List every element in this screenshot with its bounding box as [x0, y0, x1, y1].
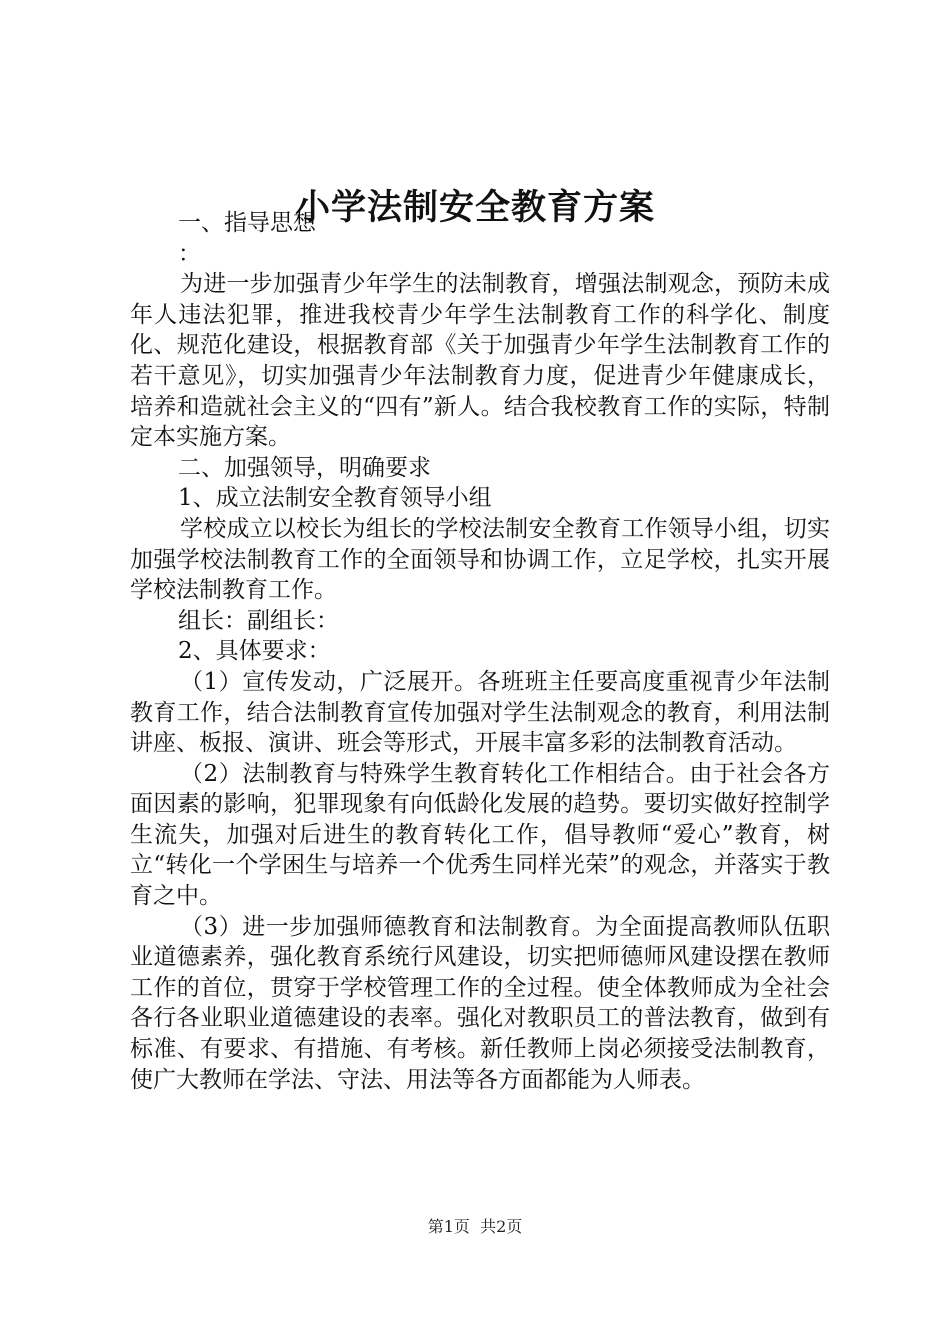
- subheading-leading-group: 1、成立法制安全教育领导小组: [178, 485, 492, 512]
- paragraph-leading-group: 学校成立以校长为组长的学校法制安全教育工作领导小组，切实加强学校法制教育工作的全面领导和协调工作，立足学校，扎实开展学校法制教育工作。: [130, 515, 830, 604]
- heading-guiding-ideology: 一、指导思想: [178, 210, 316, 236]
- document-body: [130, 208, 830, 1095]
- paragraph-requirement-1: （1）宣传发动，广泛展开。各班班主任要高度重视青少年法制教育工作，结合法制教育宣传加强对学生法制观念的教育，利用法制讲座、板报、演讲、班会等形式，开展丰富多彩的法制教育活动。: [130, 668, 830, 757]
- heading-leadership: 二、加强领导，明确要求: [178, 454, 431, 481]
- paragraph-requirement-2: （2）法制教育与特殊学生教育转化工作相结合。由于社会各方面因素的影响，犯罪现象有向低龄化发展的趋势。要切实做好控制学生流失，加强对后进生的教育转化工作，倡导教师“爱心”教育，树立“转化一个学困生与培养一个优秀生同样光荣”的观念，并落实于教育之中。: [130, 760, 830, 910]
- group-members-line: 组长：副组长：: [178, 607, 339, 634]
- paragraph-requirement-3: （3）进一步加强师德教育和法制教育。为全面提高教师队伍职业道德素养，强化教育系统行风建设，切实把师德师风建设摆在教师工作的首位，贯穿于学校管理工作的全过程。使全体教师成为全社会各行各业职业道德建设的表率。强化对教职员工的普法教育，做到有标准、有要求、有措施、有考核。新任教师上岗必须接受法制教育，使广大教师在学法、守法、用法等各方面都能为人师表。: [130, 913, 830, 1093]
- document-title: 小学法制安全教育方案: [294, 187, 655, 228]
- page-footer: 第1页 共2页: [427, 1217, 523, 1236]
- paragraph-intro: 为进一步加强青少年学生的法制教育，增强法制观念，预防未成年人违法犯罪，推进我校青少年学生法制教育工作的科学化、制度化、规范化建设，根据教育部《关于加强青少年学生法制教育工作的若干意见》，切实加强青少年法制教育力度，促进青少年健康成长，培养和造就社会主义的“四有”新人。结合我校教育工作的实际，特制定本实施方案。: [130, 271, 830, 451]
- colon-line: ：: [178, 240, 201, 267]
- subheading-requirements: 2、具体要求：: [178, 638, 331, 665]
